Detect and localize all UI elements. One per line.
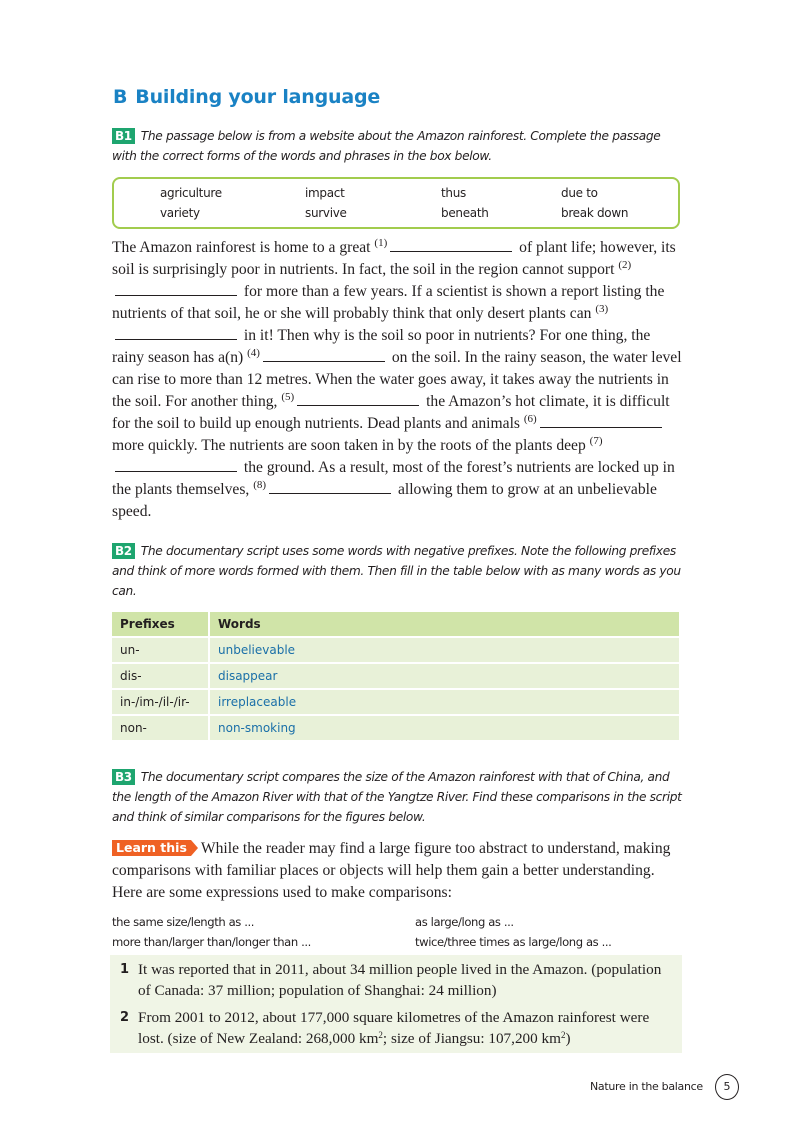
passage-text: on the soil. In the rainy season, the water level can rise to more than 12 metres. When the water goes away, it takes away the nutrients in the soil. For another thing, [112, 349, 682, 410]
table-header-row [112, 612, 679, 636]
passage-text: the ground. As a result, most of the forest’s nutrients are locked up in the plants themselves, [112, 459, 675, 498]
word-item: variety [160, 206, 200, 220]
cloze-passage [112, 237, 684, 523]
b3-instruction [112, 767, 682, 827]
page-number: 5 [715, 1074, 739, 1100]
b2-instruction [112, 541, 682, 601]
word-item: survive [305, 206, 347, 220]
learn-this-text: While the reader may find a large figure too abstract to understand, making comparisons with familiar places or objects will help them gain a better understanding. Here are some expressions used to make comparisons: [112, 840, 671, 901]
comparison-expressions [112, 912, 682, 952]
exercise-item-1 [120, 959, 676, 1001]
blank-3[interactable] [115, 325, 237, 340]
blank-7[interactable] [115, 457, 237, 472]
blank-number: (4) [247, 347, 260, 359]
passage-text: allowing them to grow at an unbelievable speed. [112, 481, 657, 520]
section-title-text: Building your language [135, 86, 381, 108]
word-cell[interactable]: non-smoking [210, 716, 679, 740]
item-text [138, 1007, 676, 1049]
passage-text: The Amazon rainforest is home to a great [112, 239, 371, 256]
word-cell[interactable]: disappear [210, 664, 679, 688]
passage-text: in it! Then why is the soil so poor in nutrients? For one thing, the rainy season has a(n) [112, 327, 651, 366]
passage-text: more quickly. The nutrients are soon taken in by the roots of the plants deep [112, 437, 586, 454]
word-item: impact [305, 186, 345, 200]
b2-badge: B2 [112, 543, 135, 559]
blank-number: (6) [523, 413, 537, 425]
word-item: break down [561, 206, 629, 220]
item-number: 2 [120, 1010, 130, 1025]
learn-this-box [112, 838, 684, 904]
header-prefixes: Prefixes [112, 612, 210, 636]
learn-this-tag: Learn this [112, 840, 191, 856]
table-row [112, 638, 679, 662]
b1-instruction [112, 126, 682, 166]
superscript: 2 [378, 1030, 383, 1040]
b3-badge: B3 [112, 769, 135, 785]
word-item: beneath [441, 206, 489, 220]
expression-item: twice/three times as large/long as ... [415, 935, 612, 949]
item-text: It was reported that in 2011, about 34 million people lived in the Amazon. (population of Canada: 37 million; population of Shanghai: 24 million) [138, 961, 662, 999]
prefix-cell: un- [112, 638, 210, 662]
b3-instruction-text: The documentary script compares the size of the Amazon rainforest with that of China, and the length of the Amazon River with that of the Yangtze River. Find these comparisons in the script and think of similar comparisons for the figures below. [112, 770, 682, 824]
word-cell[interactable]: irreplaceable [210, 690, 679, 714]
table-row [112, 664, 679, 688]
word-item: due to [561, 186, 598, 200]
prefix-cell: non- [112, 716, 210, 740]
exercise-items [110, 955, 682, 1053]
item-text-part: From 2001 to 2012, about 177,000 square kilometres of the Amazon rainforest were lost. (size of New Zealand: 268,000 km [138, 1009, 650, 1047]
table-row [112, 690, 679, 714]
word-item: thus [441, 186, 466, 200]
footer-unit-title: Nature in the balance [590, 1080, 703, 1093]
blank-number: (5) [281, 391, 295, 403]
superscript: 2 [560, 1030, 566, 1040]
expression-item: the same size/length as ... [112, 915, 255, 929]
blank-number: (3) [595, 303, 609, 315]
section-title [113, 86, 380, 108]
expression-item: more than/larger than/longer than ... [112, 935, 311, 949]
prefix-cell: dis- [112, 664, 210, 688]
blank-number: (2) [618, 259, 632, 271]
blank-number: (1) [374, 237, 388, 249]
blank-2[interactable] [115, 281, 237, 296]
table-row [112, 716, 679, 740]
word-grid [160, 184, 681, 222]
prefix-table [112, 610, 679, 742]
prefix-cell: in-/im-/il-/ir- [112, 690, 210, 714]
section-letter: B [113, 86, 128, 108]
word-cell[interactable]: unbelievable [210, 638, 679, 662]
blank-8[interactable] [269, 479, 391, 494]
passage-text: the Amazon’s hot climate, it is difficult for the soil to build up enough nutrients. Dead plants and animals [112, 393, 670, 432]
item-text-part: ; size of Jiangsu: 107,200 km [382, 1030, 561, 1047]
blank-4[interactable] [263, 347, 385, 362]
item-number: 1 [120, 962, 130, 977]
passage-text: for more than a few years. If a scientist is shown a report listing the nutrients of that soil, he or she will probably think that only desert plants can [112, 283, 665, 322]
passage-text: of plant life; however, its soil is surprisingly poor in nutrients. In fact, the soil in the region cannot support [112, 239, 676, 278]
blank-6[interactable] [540, 413, 662, 428]
expression-item: as large/long as ... [415, 915, 514, 929]
blank-1[interactable] [390, 237, 512, 252]
b2-instruction-text: The documentary script uses some words with negative prefixes. Note the following prefixes and think of more words formed with them. Then fill in the table below with as many words as you can. [112, 544, 681, 598]
blank-5[interactable] [297, 391, 419, 406]
word-item: agriculture [160, 186, 222, 200]
item-text-part: ) [565, 1030, 571, 1047]
b1-instruction-text: The passage below is from a website about the Amazon rainforest. Complete the passage with the correct forms of the words and phrases in the box below. [112, 129, 661, 163]
blank-number: (8) [253, 479, 267, 491]
header-words: Words [210, 612, 679, 636]
word-box [112, 177, 680, 229]
b1-badge: B1 [112, 128, 135, 144]
blank-number: (7) [589, 435, 603, 447]
exercise-item-2 [120, 1007, 676, 1049]
